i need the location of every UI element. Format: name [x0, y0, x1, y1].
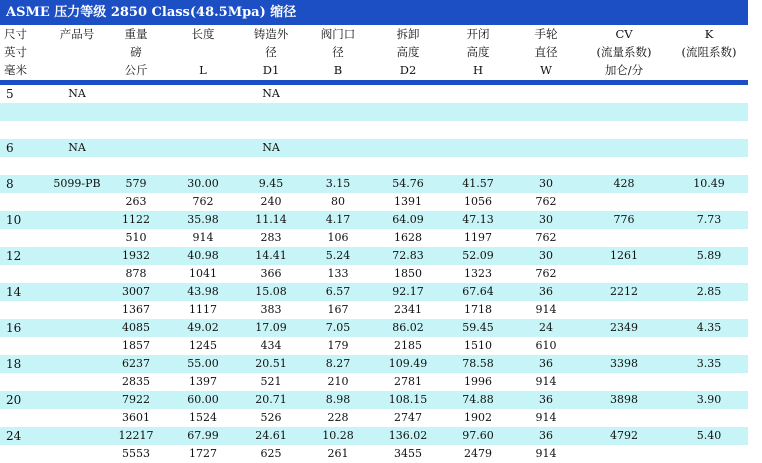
- open-close-height-cell: 74.88: [462, 393, 494, 406]
- length-header: [176, 43, 230, 61]
- handwheel-dia-cell: 30: [539, 249, 553, 262]
- handwheel-dia-cell: 914: [535, 447, 557, 460]
- k-cell: [670, 139, 748, 157]
- handwheel-dia-cell: [514, 121, 578, 139]
- open-close-height-cell: [446, 157, 510, 175]
- cast-od-cell: 15.08: [255, 285, 287, 298]
- table-row: [0, 427, 748, 445]
- weight-cell: 510: [125, 231, 147, 244]
- length-cell: 55.00: [187, 357, 219, 370]
- table-row: [0, 319, 748, 337]
- product-no-cell: [46, 391, 108, 409]
- product-no-cell: [46, 355, 108, 373]
- k-cell: [670, 103, 748, 121]
- product-no-header: [46, 61, 108, 79]
- bore-cell: 210: [327, 375, 349, 388]
- k-cell: [670, 85, 748, 103]
- open-close-height-header: 高度: [466, 45, 490, 59]
- product-no-header: 产品号: [59, 27, 95, 41]
- weight-cell: [108, 103, 164, 121]
- removal-height-cell: 2781: [394, 375, 422, 388]
- bore-cell: 261: [327, 447, 349, 460]
- k-cell: 5.89: [696, 249, 722, 262]
- handwheel-dia-cell: 36: [539, 357, 553, 370]
- open-close-height-cell: 1902: [464, 411, 492, 424]
- cv-cell: 1261: [610, 249, 638, 262]
- k-cell: 7.73: [696, 213, 722, 226]
- bore-cell: [308, 103, 368, 121]
- bore-cell: 133: [327, 267, 349, 280]
- removal-height-cell: 72.83: [392, 249, 424, 262]
- length-header: 长度: [191, 27, 215, 41]
- length-cell: 49.02: [187, 321, 219, 334]
- size-cell: 24: [6, 429, 22, 443]
- product-no-cell: [46, 301, 108, 319]
- cast-od-cell: NA: [262, 141, 280, 154]
- table-header: [0, 25, 748, 81]
- product-no-cell: [46, 229, 108, 247]
- open-close-height-cell: [446, 139, 510, 157]
- table-row: [0, 175, 748, 193]
- cv-cell: [584, 229, 664, 247]
- handwheel-dia-cell: 914: [535, 411, 557, 424]
- size-header: 毫米: [4, 63, 27, 77]
- table-row: [0, 229, 748, 247]
- k-cell: [670, 373, 748, 391]
- size-cell: [0, 121, 52, 139]
- bore-cell: 8.27: [325, 357, 351, 370]
- weight-cell: [108, 121, 164, 139]
- cv-cell: 2212: [610, 285, 638, 298]
- cv-cell: 3898: [610, 393, 638, 406]
- k-cell: 3.90: [696, 393, 722, 406]
- removal-height-cell: 1391: [394, 195, 422, 208]
- weight-cell: 6237: [122, 357, 150, 370]
- bore-cell: 4.17: [325, 213, 351, 226]
- handwheel-dia-cell: 762: [535, 195, 557, 208]
- cast-od-cell: 521: [260, 375, 282, 388]
- cast-od-header: 铸造外: [253, 27, 289, 41]
- product-no-cell: [46, 157, 108, 175]
- cast-od-cell: 283: [260, 231, 282, 244]
- weight-cell: 3601: [122, 411, 150, 424]
- table-row: [0, 103, 748, 121]
- bore-header: B: [333, 63, 343, 77]
- length-cell: 43.98: [187, 285, 219, 298]
- cv-header: 加仑/分: [604, 63, 644, 77]
- bore-header: 阀门口: [320, 27, 356, 41]
- k-cell: [670, 301, 748, 319]
- product-no-header: [46, 43, 108, 61]
- k-cell: 2.85: [696, 285, 722, 298]
- cv-header: (流量系数): [596, 45, 652, 59]
- weight-header: 公斤: [124, 63, 148, 77]
- size-cell: [0, 301, 52, 319]
- weight-cell: 5553: [122, 447, 150, 460]
- handwheel-dia-cell: 610: [535, 339, 557, 352]
- k-cell: 3.35: [696, 357, 722, 370]
- k-cell: 4.35: [696, 321, 722, 334]
- k-cell: [670, 337, 748, 355]
- product-no-cell: [46, 427, 108, 445]
- bore-cell: 167: [327, 303, 349, 316]
- weight-cell: [108, 139, 164, 157]
- open-close-height-header: 开闭: [466, 27, 490, 41]
- handwheel-dia-cell: [514, 85, 578, 103]
- length-cell: [176, 103, 230, 121]
- product-no-cell: [46, 103, 108, 121]
- weight-cell: 1857: [122, 339, 150, 352]
- cv-cell: 428: [613, 177, 635, 190]
- handwheel-dia-cell: 30: [539, 177, 553, 190]
- removal-height-cell: 3455: [394, 447, 422, 460]
- bore-cell: [308, 139, 368, 157]
- length-cell: [176, 157, 230, 175]
- removal-height-cell: 64.09: [392, 213, 424, 226]
- cast-od-cell: 17.09: [255, 321, 287, 334]
- weight-cell: 878: [125, 267, 147, 280]
- product-no-cell: 5099-PB: [53, 177, 101, 190]
- table-row: [0, 337, 748, 355]
- size-cell: 5: [6, 87, 14, 101]
- length-header: L: [199, 63, 207, 77]
- size-cell: [0, 229, 52, 247]
- cast-od-header: 径: [265, 45, 277, 59]
- table-row: [0, 157, 748, 175]
- bore-cell: 6.57: [325, 285, 351, 298]
- length-cell: [176, 139, 230, 157]
- weight-cell: 1932: [122, 249, 150, 262]
- product-no-cell: [46, 247, 108, 265]
- length-cell: 914: [192, 231, 214, 244]
- open-close-height-cell: 41.57: [462, 177, 494, 190]
- handwheel-dia-cell: 914: [535, 375, 557, 388]
- removal-height-cell: 92.17: [392, 285, 424, 298]
- cv-cell: [584, 85, 664, 103]
- removal-height-header: 高度: [396, 45, 420, 59]
- table-row: [0, 391, 748, 409]
- weight-cell: 1367: [122, 303, 150, 316]
- k-cell: 5.40: [696, 429, 722, 442]
- open-close-height-cell: 59.45: [462, 321, 494, 334]
- open-close-height-cell: 1056: [464, 195, 492, 208]
- k-cell: [670, 157, 748, 175]
- table-row: [0, 283, 748, 301]
- cv-header: CV: [615, 27, 633, 41]
- cast-od-cell: 24.61: [255, 429, 287, 442]
- removal-height-cell: [376, 85, 440, 103]
- open-close-height-cell: 1718: [464, 303, 492, 316]
- cast-od-cell: [240, 103, 302, 121]
- cv-cell: [584, 301, 664, 319]
- table-row: [0, 139, 748, 157]
- removal-height-cell: 108.15: [388, 393, 428, 406]
- length-cell: 35.98: [187, 213, 219, 226]
- removal-height-header: D2: [399, 63, 417, 77]
- open-close-height-cell: 1323: [464, 267, 492, 280]
- cv-cell: [584, 445, 664, 463]
- size-cell: [0, 409, 52, 427]
- length-cell: 60.00: [187, 393, 219, 406]
- bore-cell: 7.05: [325, 321, 351, 334]
- k-cell: [670, 121, 748, 139]
- cv-cell: [584, 265, 664, 283]
- k-header: [670, 61, 748, 79]
- product-no-cell: [46, 337, 108, 355]
- cast-od-cell: 20.51: [255, 357, 287, 370]
- length-cell: 1245: [189, 339, 217, 352]
- bore-cell: 179: [327, 339, 349, 352]
- table-row: [0, 193, 748, 211]
- table-row: [0, 355, 748, 373]
- length-cell: 30.00: [187, 177, 219, 190]
- size-cell: 16: [6, 321, 22, 335]
- length-cell: 67.99: [187, 429, 219, 442]
- size-cell: [0, 373, 52, 391]
- cast-od-cell: 20.71: [255, 393, 287, 406]
- product-no-cell: NA: [68, 87, 86, 100]
- weight-header: 重量: [124, 27, 148, 41]
- table-row: [0, 445, 748, 463]
- handwheel-dia-cell: [514, 157, 578, 175]
- product-no-cell: [46, 283, 108, 301]
- weight-cell: 4085: [122, 321, 150, 334]
- cast-od-cell: [240, 157, 302, 175]
- weight-cell: 263: [125, 195, 147, 208]
- open-close-height-cell: 78.58: [462, 357, 494, 370]
- size-cell: 12: [6, 249, 22, 263]
- length-cell: 1041: [189, 267, 217, 280]
- product-no-cell: [46, 211, 108, 229]
- removal-height-cell: 2747: [394, 411, 422, 424]
- product-no-cell: [46, 445, 108, 463]
- size-cell: 20: [6, 393, 22, 407]
- weight-header: 磅: [130, 45, 142, 59]
- cv-cell: [584, 157, 664, 175]
- handwheel-dia-cell: 762: [535, 267, 557, 280]
- weight-cell: 3007: [122, 285, 150, 298]
- weight-cell: 1122: [122, 213, 150, 226]
- removal-height-cell: 2185: [394, 339, 422, 352]
- open-close-height-cell: 2479: [464, 447, 492, 460]
- cast-od-header: D1: [262, 63, 280, 77]
- cv-cell: 4792: [610, 429, 638, 442]
- size-cell: [0, 337, 52, 355]
- removal-height-cell: 54.76: [392, 177, 424, 190]
- cv-cell: [584, 373, 664, 391]
- cast-od-cell: 366: [260, 267, 282, 280]
- length-cell: 1397: [189, 375, 217, 388]
- weight-cell: [108, 85, 164, 103]
- cast-od-cell: [240, 121, 302, 139]
- handwheel-dia-cell: 30: [539, 213, 553, 226]
- open-close-height-cell: 47.13: [462, 213, 494, 226]
- k-cell: [670, 445, 748, 463]
- cv-cell: 3398: [610, 357, 638, 370]
- removal-height-cell: [376, 139, 440, 157]
- handwheel-dia-cell: 762: [535, 231, 557, 244]
- weight-cell: 12217: [118, 429, 154, 442]
- cast-od-cell: 14.41: [255, 249, 287, 262]
- cast-od-cell: 434: [260, 339, 282, 352]
- removal-height-cell: [376, 157, 440, 175]
- size-cell: [0, 103, 52, 121]
- product-no-cell: [46, 121, 108, 139]
- k-cell: [670, 265, 748, 283]
- removal-height-cell: 1850: [394, 267, 422, 280]
- cast-od-cell: 526: [260, 411, 282, 424]
- removal-height-cell: 136.02: [388, 429, 428, 442]
- removal-height-cell: [376, 121, 440, 139]
- length-cell: 1117: [189, 303, 217, 316]
- k-cell: 10.49: [693, 177, 725, 190]
- bore-cell: 3.15: [325, 177, 351, 190]
- length-cell: [176, 85, 230, 103]
- open-close-height-cell: [446, 85, 510, 103]
- size-cell: [0, 265, 52, 283]
- removal-height-cell: 86.02: [392, 321, 424, 334]
- k-cell: [670, 193, 748, 211]
- cv-cell: [584, 337, 664, 355]
- removal-height-cell: 2341: [394, 303, 422, 316]
- cast-od-cell: 9.45: [258, 177, 284, 190]
- size-header: 尺寸: [4, 27, 27, 41]
- length-cell: [176, 121, 230, 139]
- length-cell: 762: [192, 195, 214, 208]
- size-cell: [0, 157, 52, 175]
- table-row: [0, 373, 748, 391]
- header-line: [0, 61, 748, 79]
- table-row: [0, 409, 748, 427]
- handwheel-dia-cell: 36: [539, 429, 553, 442]
- product-no-cell: [46, 265, 108, 283]
- open-close-height-header: H: [472, 63, 484, 77]
- weight-cell: 7922: [122, 393, 150, 406]
- weight-cell: [108, 157, 164, 175]
- cv-cell: 2349: [610, 321, 638, 334]
- removal-height-header: 拆卸: [396, 27, 420, 41]
- cv-cell: [584, 409, 664, 427]
- bore-cell: [308, 121, 368, 139]
- length-cell: 1727: [189, 447, 217, 460]
- product-no-cell: [46, 193, 108, 211]
- header-line: [0, 25, 748, 43]
- product-no-cell: NA: [68, 141, 86, 154]
- product-no-cell: [46, 373, 108, 391]
- open-close-height-cell: 52.09: [462, 249, 494, 262]
- cast-od-cell: 11.14: [255, 213, 287, 226]
- cast-od-cell: 240: [260, 195, 282, 208]
- header-line: [0, 43, 748, 61]
- bore-cell: 80: [331, 195, 345, 208]
- handwheel-dia-header: 手轮: [534, 27, 558, 41]
- length-cell: 1524: [189, 411, 217, 424]
- table-row: [0, 265, 748, 283]
- removal-height-cell: 109.49: [388, 357, 428, 370]
- weight-cell: 2835: [122, 375, 150, 388]
- size-cell: 14: [6, 285, 22, 299]
- table-row: [0, 85, 748, 103]
- k-cell: [670, 229, 748, 247]
- cv-cell: 776: [613, 213, 635, 226]
- open-close-height-cell: 1996: [464, 375, 492, 388]
- open-close-height-cell: [446, 121, 510, 139]
- bore-cell: 8.98: [325, 393, 351, 406]
- size-cell: 18: [6, 357, 22, 371]
- cv-cell: [584, 193, 664, 211]
- bore-cell: 228: [327, 411, 349, 424]
- cast-od-cell: NA: [262, 87, 280, 100]
- open-close-height-cell: 1197: [464, 231, 492, 244]
- removal-height-cell: 1628: [394, 231, 422, 244]
- size-cell: [0, 193, 52, 211]
- open-close-height-cell: 67.64: [462, 285, 494, 298]
- bore-cell: 10.28: [322, 429, 354, 442]
- handwheel-dia-cell: 24: [539, 321, 553, 334]
- weight-cell: 579: [125, 177, 147, 190]
- bore-cell: 5.24: [325, 249, 351, 262]
- product-no-cell: [46, 319, 108, 337]
- product-no-cell: [46, 409, 108, 427]
- handwheel-dia-header: W: [540, 63, 552, 77]
- handwheel-dia-cell: 36: [539, 285, 553, 298]
- handwheel-dia-cell: 36: [539, 393, 553, 406]
- table-title: ASME 压力等级 2850 Class(48.5Mpa) 缩径: [0, 0, 748, 25]
- size-cell: 8: [6, 177, 14, 191]
- table-row: [0, 301, 748, 319]
- handwheel-dia-cell: 914: [535, 303, 557, 316]
- cast-od-cell: 625: [260, 447, 282, 460]
- handwheel-dia-cell: [514, 103, 578, 121]
- table-row: [0, 247, 748, 265]
- bore-cell: 106: [327, 231, 349, 244]
- removal-height-cell: [376, 103, 440, 121]
- cv-cell: [584, 103, 664, 121]
- open-close-height-cell: [446, 103, 510, 121]
- bore-cell: [308, 157, 368, 175]
- open-close-height-cell: 97.60: [462, 429, 494, 442]
- bore-header: 径: [332, 45, 344, 59]
- size-cell: [0, 445, 52, 463]
- bore-cell: [308, 85, 368, 103]
- handwheel-dia-cell: [514, 139, 578, 157]
- length-cell: 40.98: [187, 249, 219, 262]
- cast-od-cell: 383: [260, 303, 282, 316]
- k-header: (流阻系数): [681, 45, 737, 59]
- k-header: K: [704, 27, 714, 41]
- cv-cell: [584, 121, 664, 139]
- size-cell: 6: [6, 141, 14, 155]
- table-row: [0, 121, 748, 139]
- handwheel-dia-header: 直径: [534, 45, 558, 59]
- size-header: 英寸: [4, 45, 27, 59]
- size-cell: 10: [6, 213, 22, 227]
- cv-cell: [584, 139, 664, 157]
- table-row: [0, 211, 748, 229]
- k-cell: [670, 409, 748, 427]
- open-close-height-cell: 1510: [464, 339, 492, 352]
